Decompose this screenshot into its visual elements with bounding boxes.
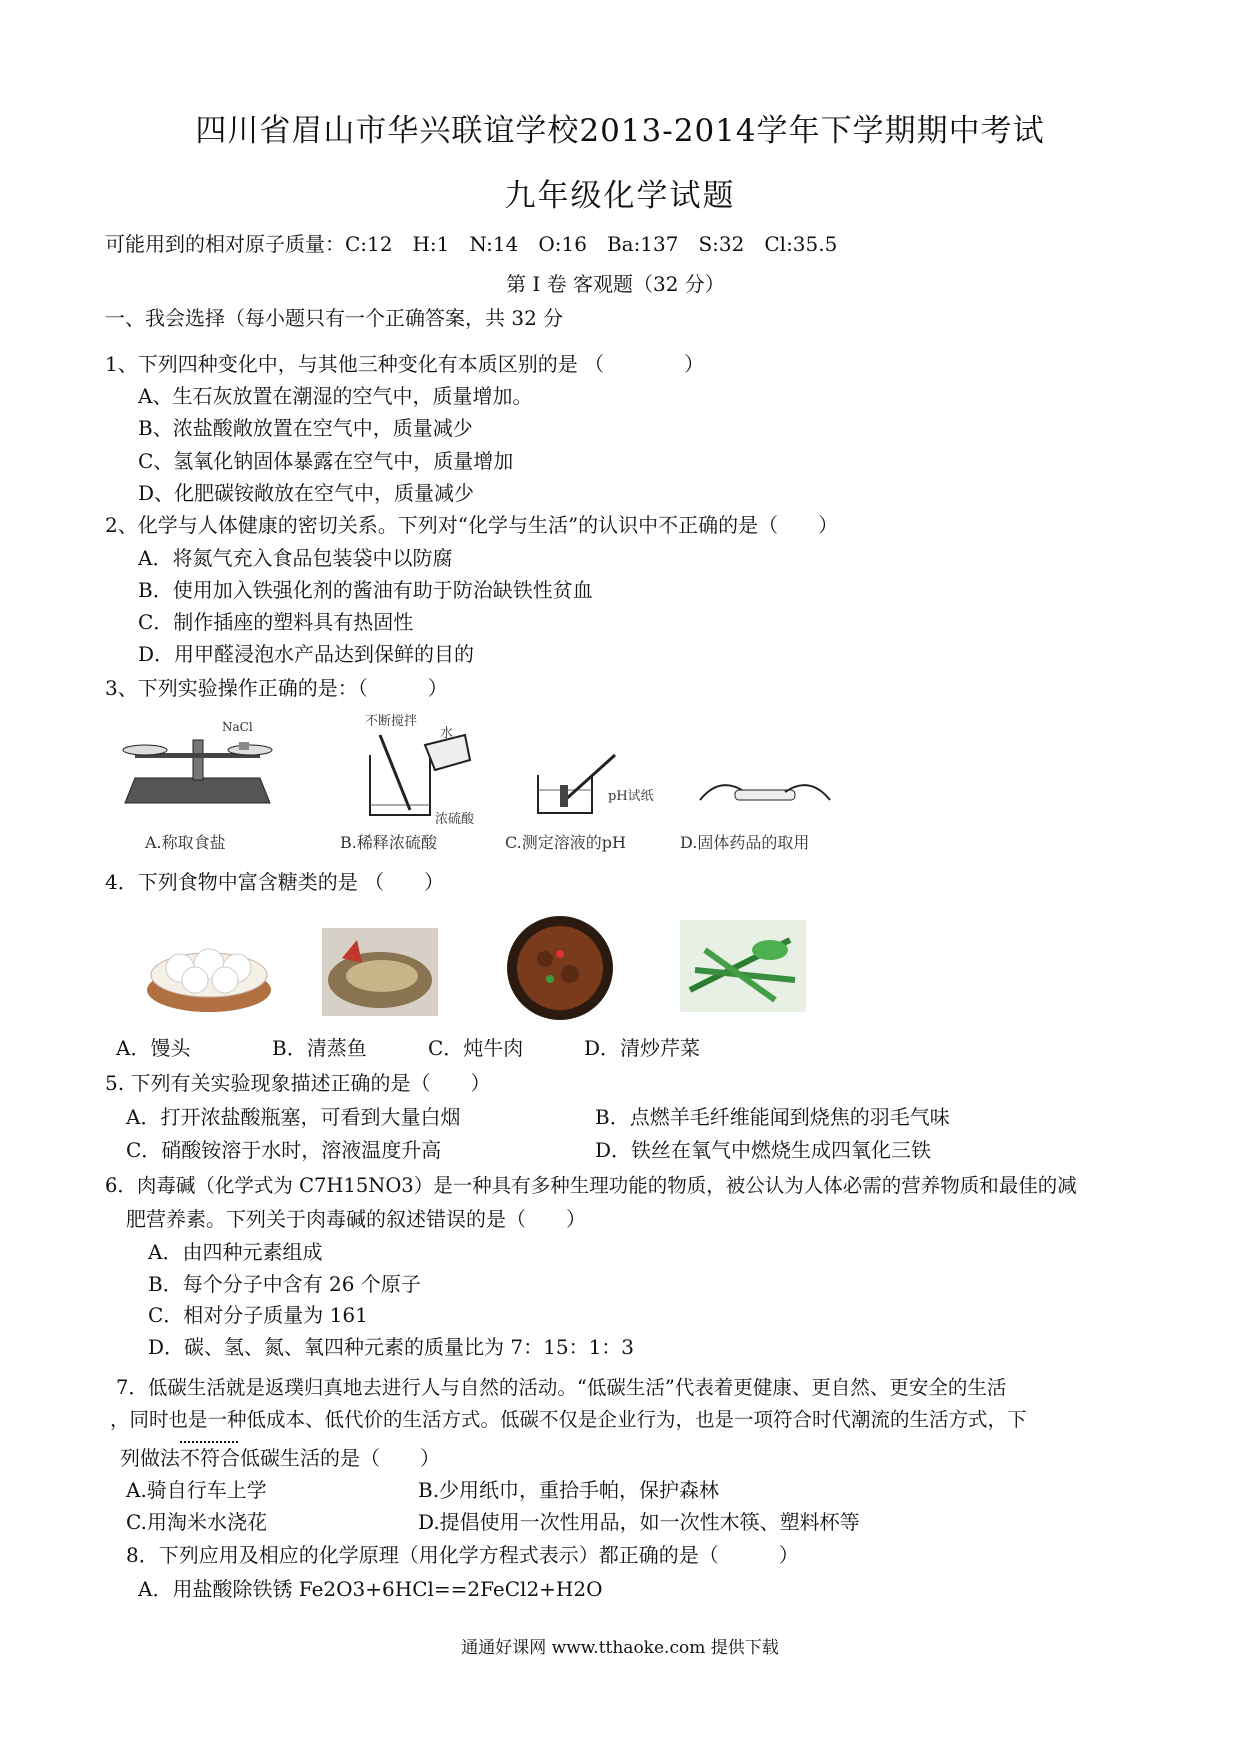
q4-option-c: C．炖牛肉: [428, 1036, 524, 1060]
label-ph-paper: pH试纸: [608, 789, 654, 804]
q5-option-c: C．硝酸铵溶于水时，溶液温度升高: [126, 1138, 442, 1162]
q2-option-b: B．使用加入铁强化剂的酱油有助于防治缺铁性贫血: [138, 578, 593, 602]
q1-option-b: B、浓盐酸敞放置在空气中，质量减少: [138, 416, 473, 440]
q7-option-b: B.少用纸巾，重拾手帕，保护森林: [418, 1478, 720, 1502]
q7-stem-line3: [120, 1442, 440, 1471]
q7-option-d: D.提倡使用一次性用品，如一次性木筷、塑料杯等: [418, 1510, 860, 1534]
q7-stem-line1: 7．低碳生活就是返璞归真地去进行人与自然的活动。“低碳生活”代表着更健康、更自然、更安全的生活: [116, 1376, 1007, 1399]
section-header: 第 I 卷 客观题（32 分）: [506, 272, 725, 296]
q5-option-a: A．打开浓盐酸瓶塞，可看到大量白烟: [126, 1105, 461, 1129]
balance-scale-figure: [115, 718, 280, 813]
q2-option-d: D．用甲醛浸泡水产品达到保鲜的目的: [138, 642, 475, 666]
ph-test-figure: [530, 745, 650, 820]
q7-stem-line2: ，同时也是一种低成本、低代价的生活方式。低碳不仅是企业行为，也是一项符合时代潮流的生活方式，下: [110, 1408, 1027, 1431]
label-water: 水: [440, 726, 454, 741]
q6-stem-line2: 肥营养素。下列关于肉毒碱的叙述错误的是（ ）: [126, 1207, 586, 1231]
solid-reagent-figure: [690, 770, 840, 820]
q2-option-a: A．将氮气充入食品包装袋中以防腐: [138, 546, 453, 570]
label-stir: 不断搅拌: [365, 714, 418, 729]
q6-option-d: D．碳、氢、氮、氧四种元素的质量比为 7：15：1：3: [148, 1335, 635, 1359]
atomic-masses: 可能用到的相对原子质量：C:12 H:1 N:14 O:16 Ba:137 S:32 Cl:35.5: [105, 232, 838, 256]
q1-option-c: C、氢氧化钠固体暴露在空气中，质量增加: [138, 449, 514, 473]
page-subtitle: 九年级化学试题: [504, 178, 736, 214]
footer: 通通好课网 www.tthaoke.com 提供下载: [461, 1638, 779, 1658]
q1-stem: 1、下列四种变化中，与其他三种变化有本质区别的是 （ ）: [105, 352, 705, 376]
stewed-beef-image: [505, 914, 615, 1022]
q8-stem: 8．下列应用及相应的化学原理（用化学方程式表示）都正确的是（ ）: [126, 1543, 799, 1567]
caption-a: A.称取食盐: [145, 833, 226, 852]
stir-fried-celery-image: [680, 920, 806, 1012]
q2-stem: 2、化学与人体健康的密切关系。下列对“化学与生活”的认识中不正确的是（ ）: [105, 513, 839, 537]
q1-option-d: D、化肥碳铵敞放在空气中，质量减少: [138, 481, 475, 505]
q7-line3-post: 低碳生活的是（ ）: [240, 1446, 440, 1470]
q6-option-a: A．由四种元素组成: [148, 1240, 323, 1264]
q5-option-d: D．铁丝在氧气中燃烧生成四氧化三铁: [595, 1138, 932, 1162]
q3-stem: 3、下列实验操作正确的是：（ ）: [105, 676, 448, 700]
q6-stem-line1: 6．肉毒碱（化学式为 C7H15NO3）是一种具有多种生理功能的物质，被公认为人体必需的营养物质和最佳的减: [105, 1174, 1077, 1197]
caption-b: B.稀释浓硫酸: [340, 833, 437, 852]
q6-option-c: C．相对分子质量为 161: [148, 1303, 368, 1327]
part-one-heading: 一、我会选择（每小题只有一个正确答案，共 32 分: [105, 306, 564, 330]
q7-option-a: A.骑自行车上学: [126, 1478, 267, 1502]
q8-option-a: A．用盐酸除铁锈 Fe2O3+6HCl==2FeCl2+H2O: [138, 1577, 603, 1601]
caption-d: D.固体药品的取用: [680, 833, 810, 852]
q7-line3-pre: 列做法: [120, 1446, 180, 1470]
steamed-fish-image: [322, 928, 438, 1016]
q7-option-c: C.用淘米水浇花: [126, 1510, 267, 1534]
q7-emphasis: 不符合: [180, 1446, 240, 1470]
caption-c: C.测定溶液的pH: [505, 833, 626, 852]
q4-option-a: A．馒头: [116, 1036, 191, 1060]
q4-option-d: D．清炒芹菜: [584, 1036, 701, 1060]
steamed-buns-image: [145, 930, 273, 1015]
page-title: 四川省眉山市华兴联谊学校2013-2014学年下学期期中考试: [195, 113, 1045, 149]
label-nacl: NaCl: [222, 720, 253, 734]
label-acid: 浓硫酸: [435, 812, 475, 827]
q2-option-c: C．制作插座的塑料具有热固性: [138, 610, 414, 634]
q5-option-b: B．点燃羊毛纤维能闻到烧焦的羽毛气味: [595, 1105, 950, 1129]
q6-option-b: B．每个分子中含有 26 个原子: [148, 1272, 421, 1296]
q4-option-b: B．清蒸鱼: [272, 1036, 367, 1060]
q5-stem: 5. 下列有关实验现象描述正确的是（ ）: [105, 1071, 491, 1095]
q1-option-a: A、生石灰放置在潮湿的空气中，质量增加。: [138, 384, 533, 408]
q4-stem: 4．下列食物中富含糖类的是 （ ）: [105, 870, 445, 894]
